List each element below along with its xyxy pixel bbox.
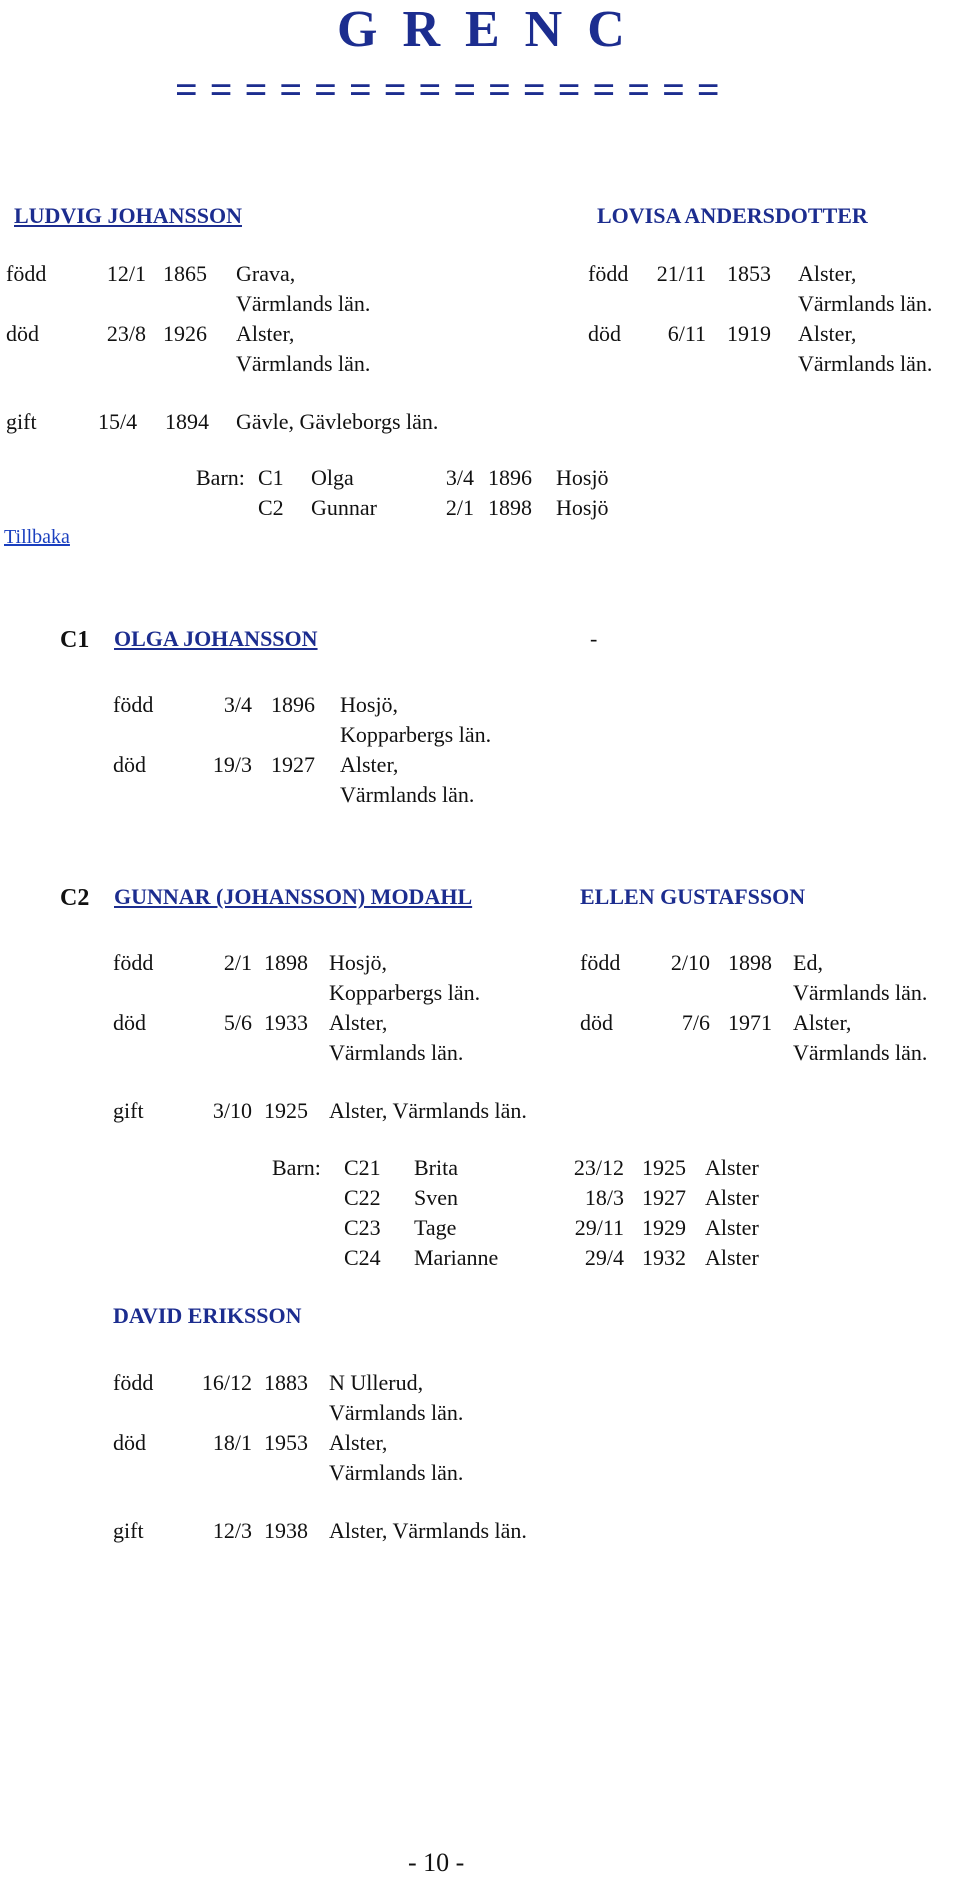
person-name: OLGA JOHANSSON (114, 626, 318, 651)
died-county: Värmlands län. (329, 1040, 464, 1065)
died-place: Alster, (329, 1010, 388, 1035)
child-year: 1932 (642, 1245, 686, 1270)
born-year: 1853 (727, 261, 771, 286)
child-name: Olga (311, 465, 354, 490)
second-husband-name: DAVID ERIKSSON (113, 1303, 302, 1328)
born-county: Kopparbergs län. (340, 722, 492, 747)
child-date: 23/12 (573, 1155, 624, 1180)
child-date: 18/3 (584, 1185, 624, 1210)
died-county: Värmlands län. (236, 351, 371, 376)
died-label: död (113, 752, 146, 777)
died-year: 1953 (264, 1430, 308, 1455)
married-date: 12/3 (212, 1518, 252, 1543)
died-county: Värmlands län. (798, 351, 933, 376)
born-date: 3/4 (223, 692, 252, 717)
born-year: 1898 (264, 950, 308, 975)
child-place: Hosjö (556, 495, 609, 520)
wife-name: LOVISA ANDERSDOTTER (597, 203, 868, 228)
born-label: född (588, 261, 629, 286)
married-label: gift (113, 1518, 144, 1543)
died-date: 7/6 (681, 1010, 710, 1035)
child-code: C23 (344, 1215, 381, 1240)
born-label: född (6, 261, 47, 286)
died-county: Värmlands län. (329, 1460, 464, 1485)
born-label: född (113, 1370, 154, 1395)
page-number: - 10 - (408, 1848, 465, 1877)
born-year: 1883 (264, 1370, 308, 1395)
died-year: 1926 (163, 321, 207, 346)
born-year: 1865 (163, 261, 207, 286)
born-place: Hosjö, (329, 950, 388, 975)
child-code: C22 (344, 1185, 381, 1210)
child-name: Tage (414, 1215, 457, 1240)
married-label: gift (6, 409, 37, 434)
died-place: Alster, (340, 752, 399, 777)
child-name: Gunnar (311, 495, 377, 520)
born-label: född (113, 950, 154, 975)
died-place: Alster, (236, 321, 295, 346)
wife-name: ELLEN GUSTAFSSON (580, 884, 806, 909)
born-date: 12/1 (106, 261, 146, 286)
child-year: 1927 (642, 1185, 686, 1210)
married-year: 1938 (264, 1518, 308, 1543)
born-label: född (580, 950, 621, 975)
back-link[interactable]: Tillbaka (4, 526, 70, 548)
died-year: 1971 (728, 1010, 772, 1035)
born-county: Värmlands län. (329, 1400, 464, 1425)
children-label: Barn: (196, 465, 245, 490)
child-place: Alster (705, 1185, 759, 1210)
died-year: 1927 (271, 752, 315, 777)
born-county: Värmlands län. (798, 291, 933, 316)
died-label: död (113, 1010, 146, 1035)
child-code: C21 (344, 1155, 381, 1180)
born-date: 2/1 (223, 950, 252, 975)
born-year: 1898 (728, 950, 772, 975)
child-date: 3/4 (445, 465, 474, 490)
died-place: Alster, (793, 1010, 852, 1035)
died-label: död (588, 321, 621, 346)
child-place: Alster (705, 1215, 759, 1240)
child-place: Alster (705, 1155, 759, 1180)
title-separator: = = = = = = = = = = = = = = = = (175, 67, 721, 112)
child-year: 1896 (488, 465, 532, 490)
died-year: 1919 (727, 321, 771, 346)
married-place: Gävle, Gävleborgs län. (236, 409, 439, 434)
married-date: 3/10 (212, 1098, 252, 1123)
children-label: Barn: (272, 1155, 321, 1180)
born-county: Värmlands län. (793, 980, 928, 1005)
born-date: 16/12 (201, 1370, 252, 1395)
married-place: Alster, Värmlands län. (329, 1518, 527, 1543)
born-place: Ed, (793, 950, 823, 975)
born-place: Grava, (236, 261, 296, 286)
died-date: 18/1 (212, 1430, 252, 1455)
born-place: Alster, (798, 261, 857, 286)
husband-name: LUDVIG JOHANSSON (14, 203, 242, 228)
child-place: Alster (705, 1245, 759, 1270)
child-date: 29/4 (584, 1245, 624, 1270)
died-year: 1933 (264, 1010, 308, 1035)
died-label: död (113, 1430, 146, 1455)
died-date: 23/8 (106, 321, 146, 346)
died-label: död (6, 321, 39, 346)
married-date: 15/4 (98, 409, 138, 434)
died-county: Värmlands län. (340, 782, 475, 807)
child-year: 1925 (642, 1155, 686, 1180)
married-label: gift (113, 1098, 144, 1123)
child-date: 2/1 (445, 495, 474, 520)
page-title: G R E N C (337, 1, 631, 58)
born-label: född (113, 692, 154, 717)
child-date: 29/11 (574, 1215, 624, 1240)
section-code: C2 (60, 885, 90, 911)
born-place: Hosjö, (340, 692, 399, 717)
died-date: 5/6 (223, 1010, 252, 1035)
died-place: Alster, (329, 1430, 388, 1455)
child-code: C24 (344, 1245, 381, 1270)
child-place: Hosjö (556, 465, 609, 490)
married-year: 1894 (165, 409, 209, 434)
child-year: 1929 (642, 1215, 686, 1240)
married-year: 1925 (264, 1098, 308, 1123)
child-year: 1898 (488, 495, 532, 520)
died-date: 6/11 (667, 321, 706, 346)
died-label: död (580, 1010, 613, 1035)
born-date: 21/11 (656, 261, 706, 286)
section-code: C1 (60, 627, 90, 653)
died-date: 19/3 (212, 752, 252, 777)
child-code: C1 (258, 465, 284, 490)
born-county: Värmlands län. (236, 291, 371, 316)
spouse-dash: - (590, 626, 598, 651)
child-name: Marianne (414, 1245, 499, 1270)
child-name: Sven (414, 1185, 458, 1210)
husband-name: GUNNAR (JOHANSSON) MODAHL (114, 884, 473, 909)
born-year: 1896 (271, 692, 315, 717)
married-place: Alster, Värmlands län. (329, 1098, 527, 1123)
child-name: Brita (414, 1155, 458, 1180)
died-place: Alster, (798, 321, 857, 346)
child-code: C2 (258, 495, 284, 520)
born-county: Kopparbergs län. (329, 980, 481, 1005)
born-date: 2/10 (670, 950, 710, 975)
died-county: Värmlands län. (793, 1040, 928, 1065)
born-place: N Ullerud, (329, 1370, 424, 1395)
